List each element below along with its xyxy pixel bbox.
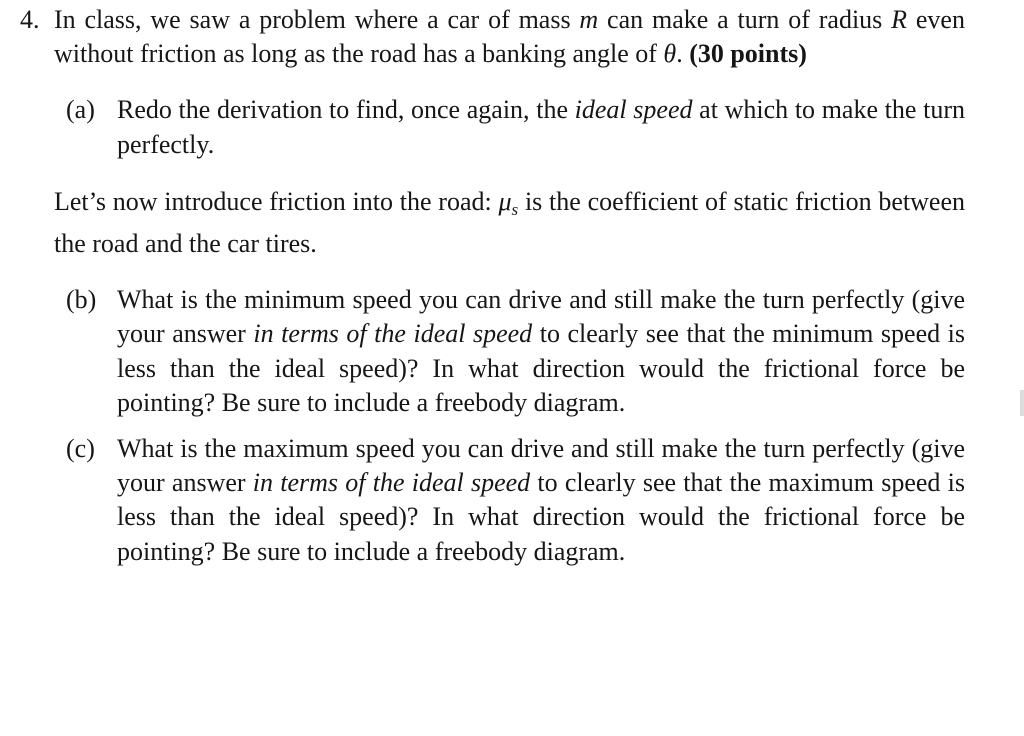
part-c-text-2: to clearly see that the maximum speed is less than the ideal speed)? In what direction would the frictional force be pointing? Be sure to include a freebody diagram. [117,468,965,566]
part-b-emphasis: in terms of the ideal speed [253,319,533,349]
friction-intro-text-2: is the coefficient of static friction between the road and the car tires. [54,186,965,259]
part-b-text-1: What is the minimum speed you can drive and still make the turn perfectly (give your answer [117,285,965,349]
points-value: (30 points) [689,39,807,69]
problem-statement [20,3,965,71]
problem-intro-text-3: even without friction as long as the road has a banking angle of [54,5,965,69]
part-a-text-1: Redo the derivation to find, once again, the [117,95,575,125]
part-b [66,283,965,420]
angle-symbol: θ [663,39,677,69]
mu-subscript: s [511,199,519,219]
mass-symbol: m [579,5,599,34]
part-c-label: (c) [66,434,95,464]
part-c-emphasis: in terms of the ideal speed [252,468,531,498]
part-a-label: (a) [66,95,95,125]
part-a [66,93,965,161]
problem-number: 4. [20,5,40,34]
friction-intro-paragraph [54,185,965,261]
problem-intro-text-2: can make a turn of radius [598,5,892,34]
page-edge-shadow [1020,390,1024,416]
friction-intro-text-1: Let’s now introduce friction into the road: [54,186,499,216]
document-page [0,3,1024,569]
part-a-text-2: at which to make the turn perfectly. [117,95,965,159]
mu-symbol: μ [498,186,512,216]
radius-symbol: R [891,5,908,34]
part-a-emphasis: ideal speed [574,95,693,125]
part-b-label: (b) [66,285,97,315]
problem-intro-text-4: . [676,39,690,69]
problem-intro-text-1: In class, we saw a problem where a car of mass [54,5,580,34]
part-c [66,432,965,569]
part-c-text-1: What is the maximum speed you can drive and still make the turn perfectly (give your answer [117,434,965,498]
part-b-text-2: to clearly see that the minimum speed is less than the ideal speed)? In what direction would the frictional force be pointing? Be sure to include a freebody diagram. [117,319,965,417]
